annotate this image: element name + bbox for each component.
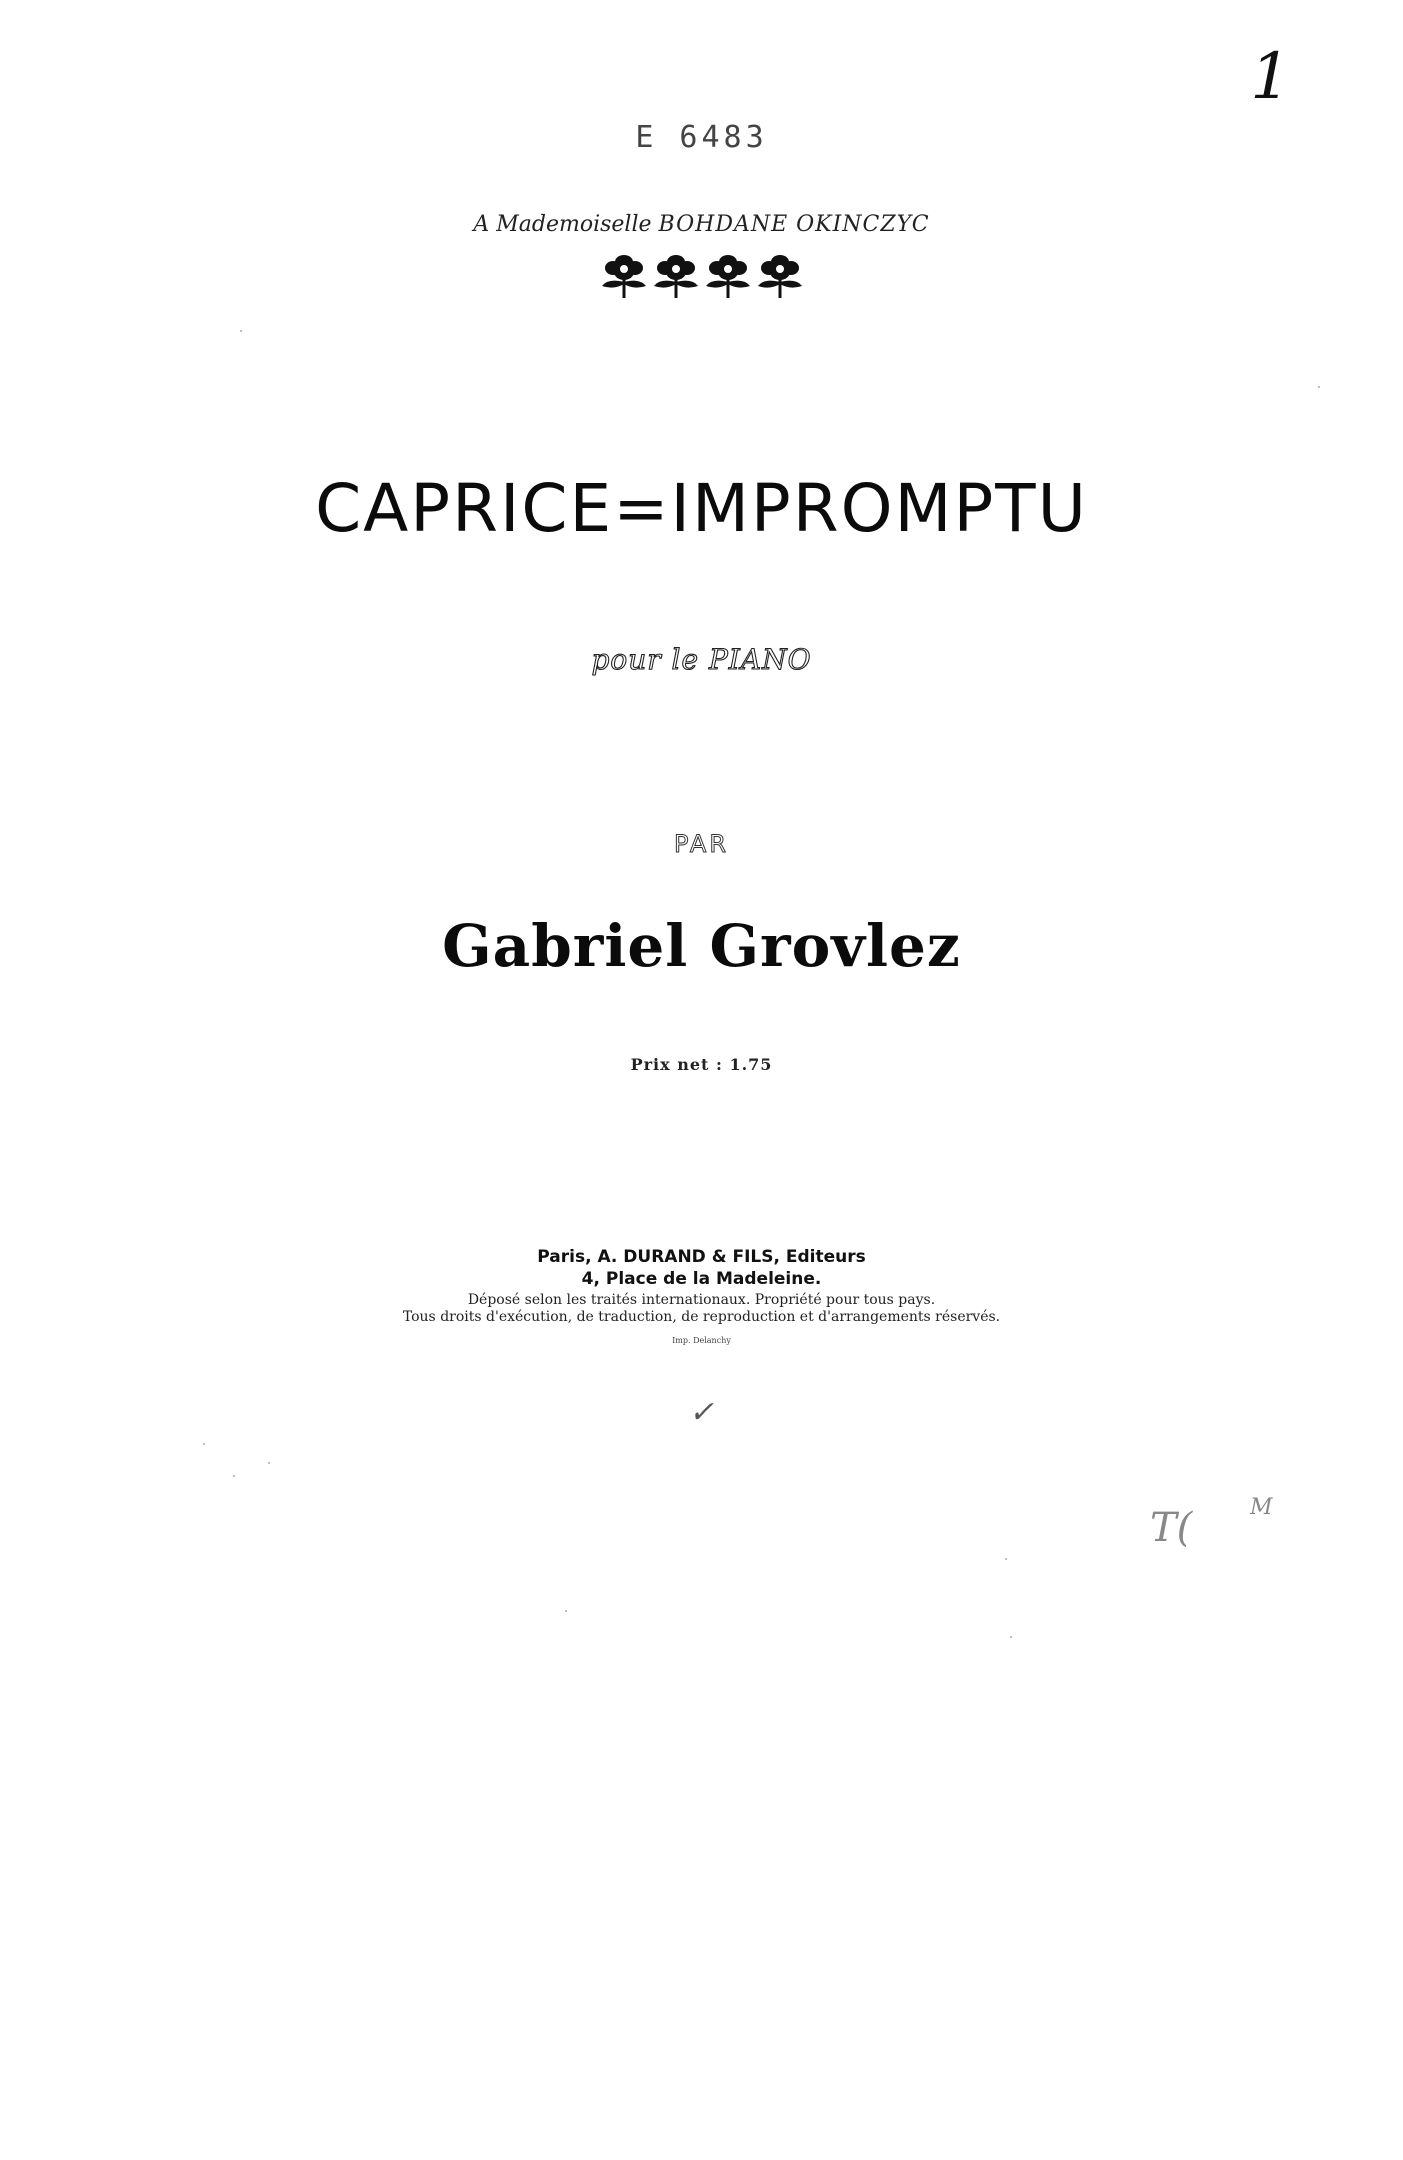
by-label: PAR [673, 830, 730, 858]
printer-imprint: Imp. Delanchy [672, 1336, 731, 1345]
pencil-note: M [1250, 1495, 1273, 1520]
catalog-number: E 6483 [635, 120, 768, 155]
flower-ornament-icon [650, 252, 702, 300]
legal-line-1: Déposé selon les traités internationaux. Propriété pour tous pays. [467, 1292, 936, 1308]
scan-speck [1010, 1636, 1012, 1638]
check-mark: ✓ [688, 1395, 715, 1430]
scan-speck [268, 1462, 270, 1464]
scan-speck [203, 1443, 205, 1445]
scan-speck [1005, 1558, 1007, 1560]
flower-ornament-icon [598, 252, 650, 300]
price: Prix net : 1.75 [630, 1055, 773, 1074]
publisher-address: 4, Place de la Madeleine. [581, 1269, 822, 1289]
dedication-name: BOHDANE OKINCZYC [658, 212, 930, 237]
publisher-block [0, 1246, 1403, 1290]
scan-speck [565, 1610, 567, 1612]
subtitle: pour le PIANO [591, 643, 812, 676]
corner-page-number: 1 [1250, 40, 1291, 114]
page-title: CAPRICE=IMPROMPTU [315, 470, 1088, 547]
scan-speck [240, 330, 242, 332]
scan-speck [1318, 386, 1320, 388]
ornament-row [0, 252, 1403, 300]
pencil-note: T( [1150, 1505, 1193, 1551]
legal-line-2: Tous droits d'exécution, de traduction, de reproduction et d'arrangements réservés. [402, 1309, 1001, 1325]
flower-ornament-icon [754, 252, 806, 300]
composer-name: Gabriel Grovlez [442, 912, 961, 980]
publisher-line-1: Paris, A. DURAND & FILS, Editeurs [537, 1247, 866, 1267]
legal-notice [0, 1292, 1403, 1326]
dedication [0, 212, 1403, 237]
flower-ornament-icon [702, 252, 754, 300]
scan-speck [233, 1475, 235, 1477]
dedication-prefix: A Mademoiselle [473, 212, 652, 237]
